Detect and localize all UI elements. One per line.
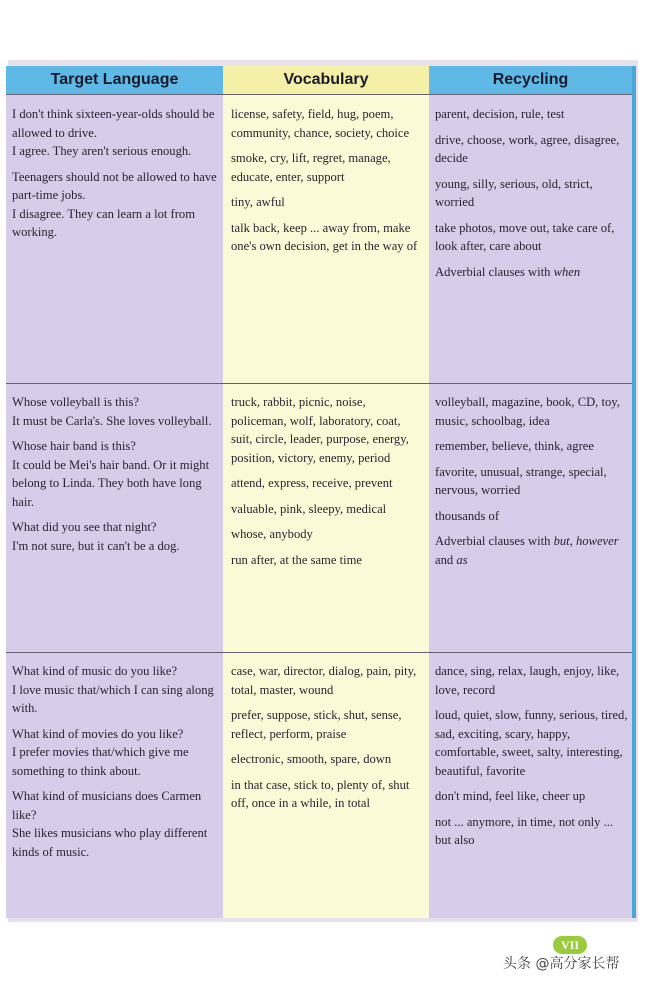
row2-recycling-and: and: [435, 552, 457, 567]
row2-recycling-p1: volleyball, magazine, book, CD, toy, music, schoolbag, idea: [435, 395, 620, 428]
row2-vocab: [231, 393, 423, 576]
row2-vocab-p4: whose, anybody: [231, 527, 313, 541]
header-target-language: Target Language: [6, 66, 223, 94]
row1-recycling-p1: parent, decision, rule, test: [435, 107, 565, 121]
row1-vocab-p3: tiny, awful: [231, 195, 285, 209]
row3-recycling-p2: loud, quiet, slow, funny, serious, tired, sad, exciting, scary, happy, comfortable, sweet, salty, interesting, beautiful, favorite: [435, 708, 628, 778]
row1-target: [12, 105, 217, 249]
header-recycling: Recycling: [429, 66, 632, 94]
row2-recycling: [435, 393, 629, 576]
row2-recycling-but-however: but, however: [553, 534, 619, 548]
row3-target-p1: What kind of music do you like? I love music that/which I can sing along with.: [12, 664, 214, 715]
row2-target-p2: Whose hair band is this? It could be Mei's hair band. Or it might belong to Linda. They both have long hair.: [12, 439, 210, 509]
row3-vocab-p3: electronic, smooth, spare, down: [231, 752, 392, 766]
row3-target: [12, 662, 217, 868]
row2-target-p3: What did you see that night? I'm not sure, but it can't be a dog.: [12, 520, 180, 553]
row1-recycling-when: when: [553, 264, 581, 279]
row1-vocab: [231, 105, 423, 263]
row3-recycling-p3: don't mind, feel like, cheer up: [435, 789, 586, 803]
header-vocabulary: Vocabulary: [223, 66, 429, 94]
row1-vocab-p2: smoke, cry, lift, regret, manage, educate, enter, support: [231, 151, 391, 184]
row1-recycling: [435, 105, 629, 288]
row3-recycling: [435, 662, 629, 857]
row2-vocab-p5: run after, at the same time: [231, 552, 362, 567]
table-right-edge: [632, 66, 636, 918]
summary-table: [6, 66, 632, 918]
row3-vocab-p4: in that case, stick to, plenty of, shut off, once in a while, in total: [231, 777, 410, 810]
row-divider-2: [6, 652, 632, 653]
row2-vocab-p2: attend, express, receive, prevent: [231, 476, 393, 490]
row1-target-p1: I don't think sixteen-year-olds should be allowed to drive. I agree. They aren't serious enough.: [12, 107, 215, 158]
row2-recycling-p4: thousands of: [435, 508, 500, 523]
row1-recycling-p4: take photos, move out, take care of, look after, care about: [435, 220, 615, 253]
header-divider: [6, 94, 632, 95]
row2-recycling-as: as: [456, 552, 468, 567]
row3-target-p2: What kind of movies do you like? I prefer movies that/which give me something to think about.: [12, 726, 189, 778]
row3-target-p3: What kind of musicians does Carmen like? She likes musicians who play different kinds of music.: [12, 789, 208, 859]
row-divider-1: [6, 383, 632, 384]
row3-vocab-p1: case, war, director, dialog, pain, pity, total, master, wound: [231, 664, 417, 697]
row2-target-p1: Whose volleyball is this? It must be Carla's. She loves volleyball.: [12, 395, 212, 428]
row1-recycling-p3: young, silly, serious, old, strict, worried: [435, 176, 593, 209]
watermark: 头条 @高分家长帮: [503, 956, 620, 972]
row2-vocab-p1: truck, rabbit, picnic, noise, policeman, wolf, laboratory, coat, suit, circle, leader, purpose, energy, position, victory, enemy, period: [231, 395, 409, 465]
row2-recycling-p5: [435, 532, 629, 569]
row2-recycling-p2: remember, believe, think, agree: [435, 439, 594, 453]
row2-recycling-p3: favorite, unusual, strange, special, nervous, worried: [435, 464, 607, 497]
row2-vocab-p3: valuable, pink, sleepy, medical: [231, 501, 387, 516]
row1-vocab-p1: license, safety, field, hug, poem, community, chance, society, choice: [231, 107, 410, 140]
row3-vocab: [231, 662, 423, 820]
row3-recycling-p1: dance, sing, relax, laugh, enjoy, like, love, record: [435, 664, 620, 697]
row1-target-p2: Teenagers should not be allowed to have part-time jobs. I disagree. They can learn a lot from working.: [12, 169, 217, 239]
row2-target: [12, 393, 217, 562]
row1-vocab-p4: talk back, keep ... away from, make one's own decision, get in the way of: [231, 220, 418, 253]
row1-recycling-p2: drive, choose, work, agree, disagree, decide: [435, 132, 620, 165]
row1-recycling-p5: [435, 263, 629, 282]
row3-recycling-p4: not ... anymore, in time, not only ... but also: [435, 814, 614, 847]
row1-recycling-adverbial: Adverbial clauses with: [435, 264, 554, 279]
row3-vocab-p2: prefer, suppose, stick, shut, sense, reflect, perform, praise: [231, 708, 402, 741]
page-number-badge: VII: [553, 936, 587, 954]
row2-recycling-adverbial: Adverbial clauses with: [435, 534, 554, 548]
